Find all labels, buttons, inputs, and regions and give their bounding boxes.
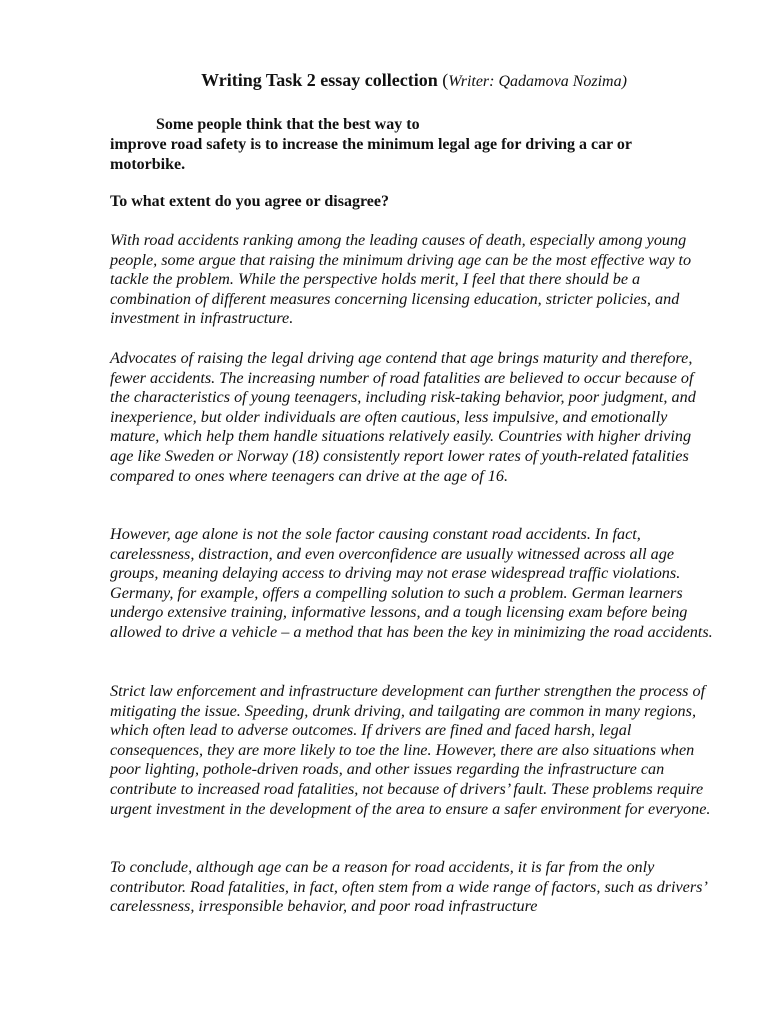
writer-credit: Writer: Qadamova Nozima) [448, 73, 627, 90]
essay-paragraph-body-3: Strict law enforcement and infrastructure development can further strengthen the process of mitigating the issue. Speeding, drunk driving, and tailgating are common in many regions, which often lead to adverse outcomes. If drivers are fined and faced harsh, legal consequences, they are more likely to toe the line. However, there are also situations when poor lighting, pothole-driven roads, and other issues regarding the infrastructure can contribute to increased road fatalities, not because of drivers’ fault. These problems require urgent investment in the development of the area to ensure a safer environment for everyone. [110, 682, 711, 818]
essay-question: To what extent do you agree or disagree? [110, 193, 389, 210]
essay-paragraph-body-2: However, age alone is not the sole factor causing constant road accidents. In fact, carelessness, distraction, and even overconfidence are usually witnessed across all age groups, meaning delaying access to driving may not erase widespread traffic violations. Germany, for example, offers a compelling solution to such a problem. German learners undergo extensive training, informative lessons, and a tough licensing exam before being allowed to drive a vehicle – a method that has been the key in minimizing the road accidents. [110, 525, 713, 641]
essay-paragraph-conclusion: To conclude, although age can be a reason for road accidents, it is far from the only contributor. Road fatalities, in fact, often stem from a wide range of factors, such as drivers’ carelessness, irresponsible behavior, and poor road infrastructure [110, 858, 707, 916]
prompt-line-1: Some people think that the best way to [156, 116, 420, 133]
title-text: Writing Task 2 essay collection [201, 70, 438, 90]
document-title [0, 69, 768, 93]
writer-open-paren: ( [442, 70, 449, 90]
essay-prompt [110, 115, 710, 175]
essay-paragraph-body-1: Advocates of raising the legal driving age contend that age brings maturity and therefore, fewer accidents. The increasing number of road fatalities are believed to occur because of the characteristics of young teenagers, including risk-taking behavior, poor judgment, and inexperience, but older individuals are often cautious, less impulsive, and emotionally mature, which help them handle situations relatively easily. Countries with higher driving age like Sweden or Norway (18) consistently report lower rates of youth-related fatalities compared to ones where teenagers can drive at the age of 16. [110, 349, 696, 485]
prompt-line-2: improve road safety is to increase the minimum legal age for driving a car or motorbike. [110, 136, 632, 173]
essay-paragraph-introduction: With road accidents ranking among the leading causes of death, especially among young people, some argue that raising the minimum driving age can be the most effective way to tackle the problem. While the perspective holds merit, I feel that there should be a combination of different measures concerning licensing education, stricter policies, and investment in infrastructure. [110, 231, 692, 328]
